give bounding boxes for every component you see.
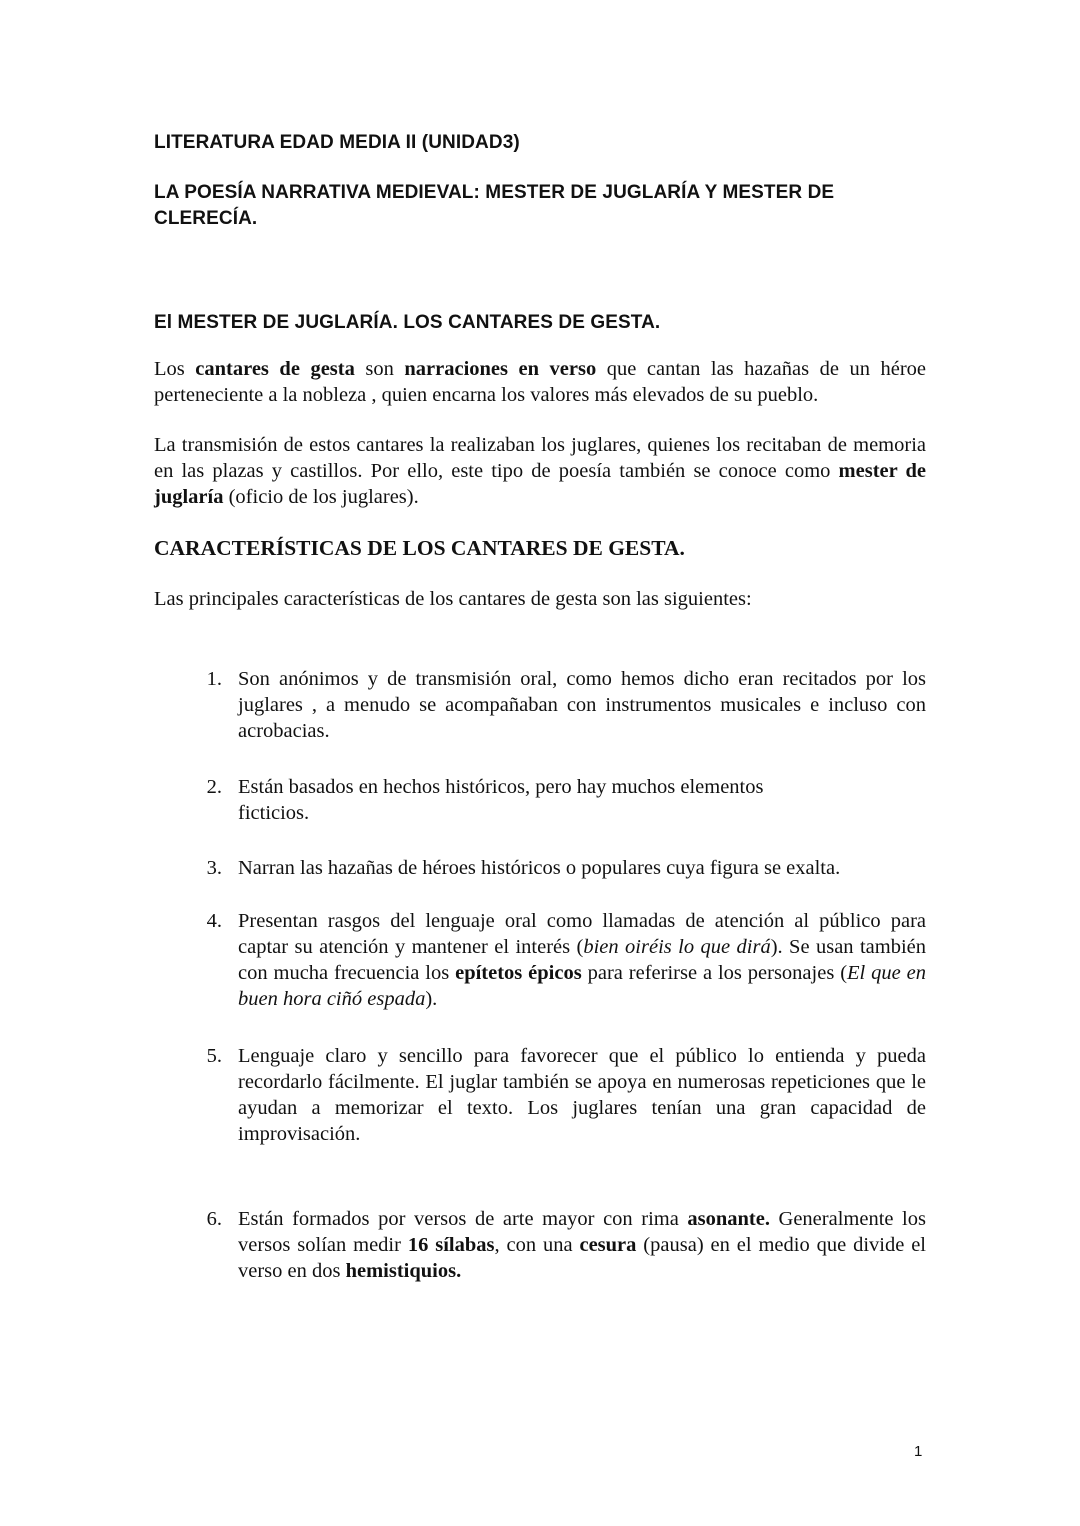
- section-heading-juglaria: El MESTER DE JUGLARÍA. LOS CANTARES DE GESTA.: [154, 312, 661, 333]
- document-subtitle: LA POESÍA NARRATIVA MEDIEVAL: MESTER DE JUGLARÍA Y MESTER DE CLERECÍA.: [154, 182, 835, 229]
- text-run: Los: [154, 358, 196, 380]
- list-item-number: 4.: [206, 910, 222, 932]
- text-run: (pausa) en el medio que divide el verso en dos: [238, 1234, 926, 1282]
- list-item-number: 2.: [206, 776, 222, 798]
- bold-term-hemistiquios: hemistiquios.: [345, 1260, 462, 1282]
- list-item-6: [238, 1206, 926, 1284]
- list-item-5: Lenguaje claro y sencillo para favorecer que el público lo entienda y pueda recordarlo fácilmente. El juglar también se apoya en numerosas repeticiones que le ayudan a memorizar el texto. Los juglares tenían una gran capacidad de improvisación.: [238, 1045, 926, 1145]
- text-run: ).: [425, 988, 438, 1010]
- bold-term-cantares-de-gesta: cantares de gesta: [195, 358, 355, 380]
- list-item-4: [238, 908, 926, 1012]
- text-run: , con una: [494, 1234, 580, 1256]
- list-item-2: [238, 774, 926, 826]
- text-run: son: [354, 358, 405, 380]
- document-title: LITERATURA EDAD MEDIA II (UNIDAD3): [154, 132, 520, 153]
- bold-term-narraciones-en-verso: narraciones en verso: [404, 358, 597, 380]
- paragraph-cantares: [154, 356, 926, 408]
- text-run: (oficio de los juglares).: [223, 486, 419, 508]
- list-item-number: 3.: [206, 857, 222, 879]
- list-item-number: 5.: [206, 1045, 222, 1067]
- text-run: para referirse a los personajes (: [581, 962, 848, 984]
- italic-quote: bien oiréis lo que dirá: [583, 936, 771, 958]
- bold-term-mester-de-juglaria: mester de juglaría: [154, 460, 926, 508]
- list-intro: Las principales características de los cantares de gesta son las siguientes:: [154, 588, 752, 610]
- page-number: 1: [914, 1443, 923, 1460]
- bold-term-cesura: cesura: [579, 1234, 637, 1256]
- text-run: que cantan las hazañas de un héroe perteneciente a la nobleza , quien encarna los valores más elevados de su pueblo.: [154, 358, 926, 406]
- bold-term-asonante: asonante.: [687, 1208, 770, 1230]
- list-item-3: Narran las hazañas de héroes históricos o populares cuya figura se exalta.: [238, 857, 841, 879]
- list-item-number: 6.: [206, 1208, 222, 1230]
- section-heading-caracteristicas: CARACTERÍSTICAS DE LOS CANTARES DE GESTA.: [154, 536, 685, 560]
- bold-term-epitetos-epicos: epítetos épicos: [455, 962, 582, 984]
- bold-term-16-silabas: 16 sílabas: [407, 1234, 495, 1256]
- text-run: Generalmente los versos solían medir: [238, 1208, 926, 1256]
- list-item-2-line-2: ficticios.: [238, 802, 310, 824]
- italic-quote: El que en buen hora ciñó espada: [238, 962, 926, 1010]
- paragraph-transmision: [154, 432, 926, 510]
- text-run: Presentan rasgos del lenguaje oral como llamadas de atención al público para captar su atención y mantener el interés (: [238, 910, 926, 958]
- list-item-number: 1.: [206, 668, 222, 690]
- list-item-1: Son anónimos y de transmisión oral, como hemos dicho eran recitados por los juglares , a menudo se acompañaban con instrumentos musicales e incluso con acrobacias.: [238, 668, 926, 742]
- text-run: Están formados por versos de arte mayor con rima: [238, 1208, 688, 1230]
- text-run: La transmisión de estos cantares la realizaban los juglares, quienes los recitaban de memoria en las plazas y castillos. Por ello, este tipo de poesía también se conoce como: [154, 434, 926, 482]
- text-run: ). Se usan también con mucha frecuencia los: [238, 936, 926, 984]
- list-item-2-line-1: Están basados en hechos históricos, pero hay muchos elementos: [238, 776, 764, 798]
